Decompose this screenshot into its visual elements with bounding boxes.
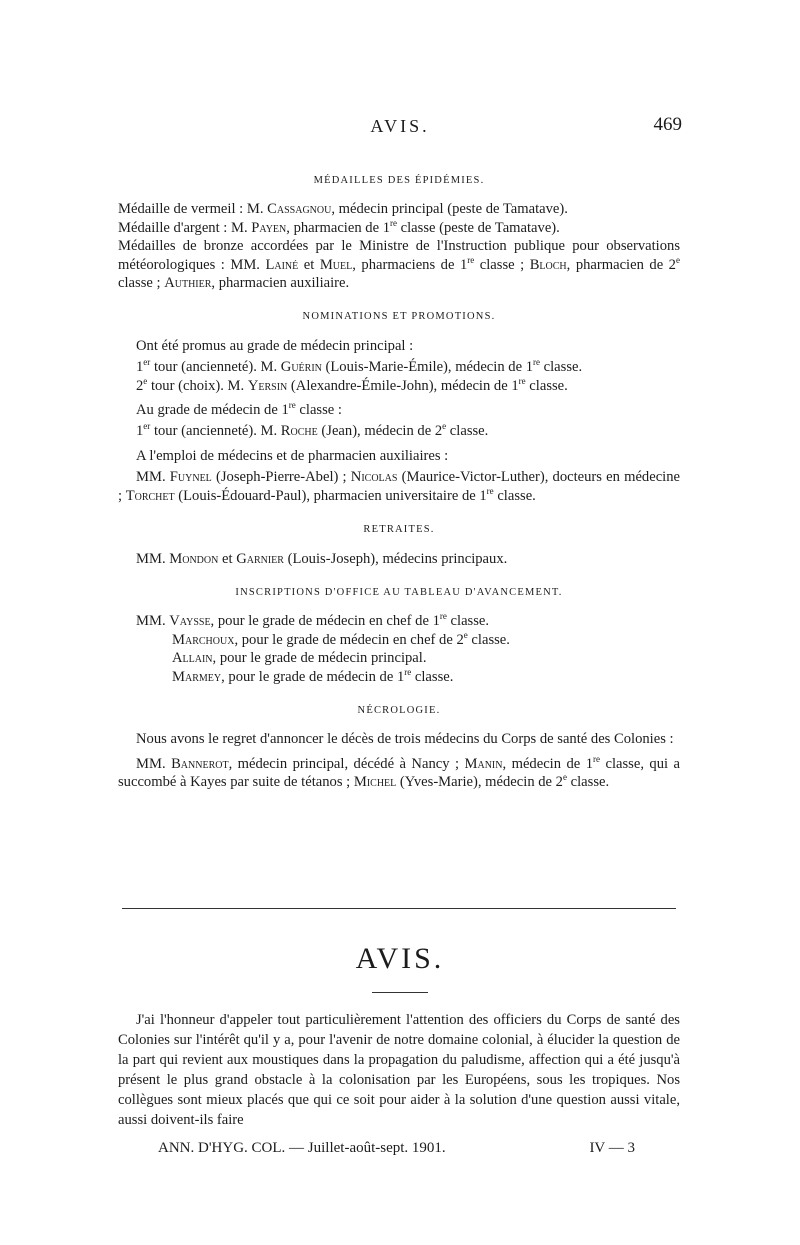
- medaille-vermeil: Médaille de vermeil : M. Cassagnou, médecin principal (peste de Tamatave).: [118, 201, 568, 218]
- nominations-intro-principal: Ont été promus au grade de médecin principal :: [136, 337, 414, 354]
- inscription-marmey: Marmey, pour le grade de médecin de 1re classe.: [172, 666, 454, 685]
- promotion-roche: 1er tour (ancienneté). M. Roche (Jean), médecin de 2e classe.: [136, 421, 489, 440]
- nominations-intro-auxiliaires: A l'emploi de médecins et de pharmacien auxiliaires :: [136, 447, 449, 464]
- medailles-bronze: Médailles de bronze accordées par le Ministre de l'Instruction publique pour observations météorologiques : MM. Lainé et Muel, pharmaciens de 1re classe ; Bloch, pharmacien de 2e classe ; Authier, pharmacien auxiliaire.: [118, 238, 680, 292]
- section-title-inscriptions: INSCRIPTIONS D'OFFICE AU TABLEAU D'AVANCEMENT.: [235, 586, 563, 598]
- avis-paragraph: J'ai l'honneur d'appeler tout particulièrement l'attention des officiers du Corps de santé des Colonies sur l'intérêt qu'il y a, pour l'avenir de notre domaine colonial, à élucider la question de la part qui revient aux moustiques dans la propagation du paludisme, affection qui a été jusqu'à présent le plus grand obstacle à la colonisation par les Européens, sous les tropiques. Nos collègues sont mieux placés que qui ce soit pour aider à la solution d'une question aussi vitale, aussi doivent-ils faire: [118, 1012, 680, 1128]
- medaille-argent: Médaille d'argent : M. Payen, pharmacien de 1re classe (peste de Tamatave).: [118, 217, 560, 236]
- nominations-auxiliaires: MM. Fuynel (Joseph-Pierre-Abel) ; Nicolas (Maurice-Victor-Luther), docteurs en médecine ; Torchet (Louis-Édouard-Paul), pharmacien universitaire de 1re classe.: [118, 469, 681, 504]
- running-title: AVIS.: [370, 116, 430, 136]
- section-title-retraites: RETRAITES.: [363, 524, 435, 536]
- inscription-allain: Allain, pour le grade de médecin principal.: [172, 650, 427, 667]
- section-divider-rule: [122, 908, 676, 909]
- title-underline-rule: [372, 992, 428, 993]
- inscription-vaysse: MM. Vaysse, pour le grade de médecin en chef de 1re classe.: [136, 611, 490, 630]
- footer-signature-mark: IV — 3: [589, 1140, 635, 1156]
- section-title-medailles: MÉDAILLES DES ÉPIDÉMIES.: [313, 175, 485, 186]
- page-body: [118, 172, 680, 792]
- section-title-nominations: NOMINATIONS ET PROMOTIONS.: [302, 311, 496, 323]
- necrologie-intro: Nous avons le regret d'annoncer le décès de trois médecins du Corps de santé des Colonies :: [136, 731, 674, 748]
- section-title-necrologie: NÉCROLOGIE.: [357, 704, 441, 716]
- footer-journal-reference: ANN. D'HYG. COL. — Juillet-août-sept. 1901.: [158, 1140, 446, 1156]
- retraites-line: MM. Mondon et Garnier (Louis-Joseph), médecins principaux.: [136, 550, 508, 567]
- avis-title: AVIS.: [355, 942, 445, 975]
- promotion-guerin: 1er tour (ancienneté). M. Guérin (Louis-Marie-Émile), médecin de 1re classe.: [136, 357, 583, 376]
- page-footer: [158, 1140, 635, 1162]
- page-header: [118, 116, 682, 140]
- necrologie-deces: MM. Bannerot, médecin principal, décédé à Nancy ; Manin, médecin de 1re classe, qui a succombé à Kayes par suite de tétanos ; Michel (Yves-Marie), médecin de 2e classe.: [118, 753, 681, 791]
- promotion-yersin: 2e tour (choix). M. Yersin (Alexandre-Émile-John), médecin de 1re classe.: [136, 375, 568, 394]
- inscription-marchoux: Marchoux, pour le grade de médecin en chef de 2e classe.: [172, 629, 510, 648]
- nominations-intro-premiere-classe: Au grade de médecin de 1re classe :: [136, 400, 342, 419]
- page-number: 469: [653, 114, 682, 135]
